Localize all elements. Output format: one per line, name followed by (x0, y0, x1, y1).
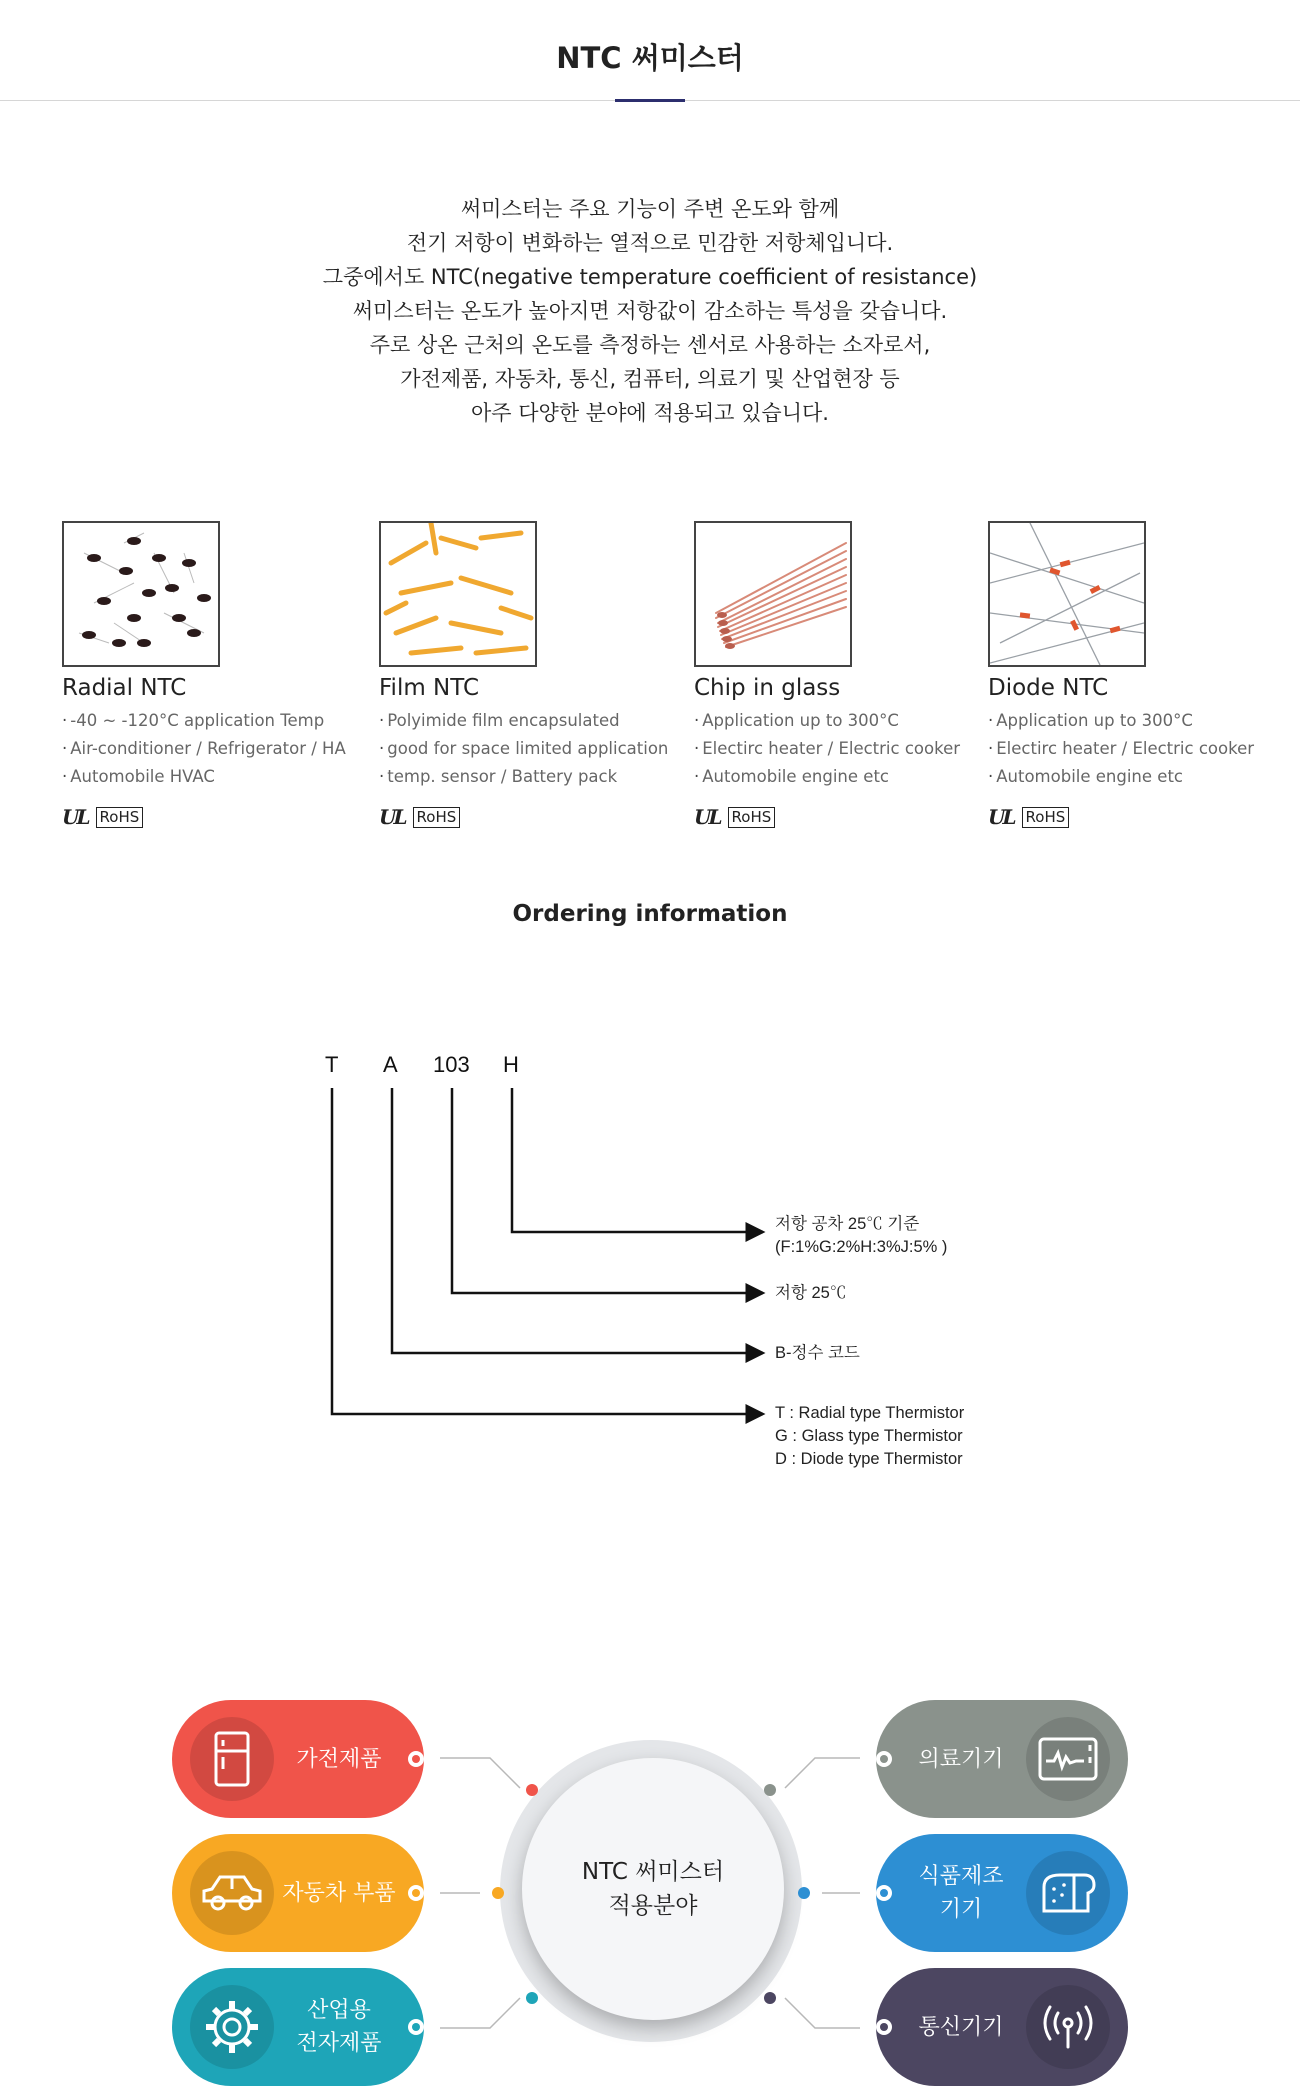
intro-line: 전기 저항이 변화하는 열적으로 민감한 저항체입니다. (406, 231, 894, 255)
app-label-line: 산업용 (307, 1998, 371, 2023)
ring-dot (798, 1887, 810, 1899)
app-food-manufacturing (876, 1834, 1128, 1952)
applications-section (0, 1660, 1300, 2100)
ring-dot (526, 1992, 538, 2004)
rohs-badge: RoHS (1022, 807, 1070, 828)
bread-icon (1026, 1851, 1110, 1935)
feature-item: · Application up to 300°C (694, 707, 994, 735)
app-label-line: 기기 (939, 1897, 983, 1922)
app-label (274, 1968, 404, 2086)
chip-in-glass-photo (694, 521, 852, 667)
feature-item: · Automobile engine etc (988, 763, 1288, 791)
intro-line: 써미스터는 주요 기능이 주변 온도와 함께 (460, 197, 840, 221)
title-underline (615, 99, 685, 102)
product-features (62, 707, 362, 791)
feature-item: · Automobile HVAC (62, 763, 362, 791)
center-subtitle: 적용분야 (608, 1893, 698, 1919)
feature-item: · Electirc heater / Electric cooker (988, 735, 1288, 763)
pill-connector-dot (408, 1751, 424, 1767)
antenna-icon (1026, 1985, 1110, 2069)
pill-connector-dot (408, 1885, 424, 1901)
product-name: Diode NTC (988, 675, 1109, 701)
app-label: 통신기기 (918, 2014, 1004, 2040)
ul-logo: UL (691, 805, 723, 829)
product-chip-in-glass (691, 521, 994, 829)
type-description (775, 1402, 964, 1471)
ordering-title: Ordering information (512, 901, 788, 927)
pill-connector-dot (876, 1885, 892, 1901)
page-header (0, 0, 1300, 101)
feature-item: · temp. sensor / Battery pack (379, 763, 679, 791)
film-ntc-photo (379, 521, 537, 667)
refrigerator-icon (190, 1717, 274, 1801)
app-label: 가전제품 (296, 1746, 382, 1772)
product-name: Radial NTC (62, 675, 187, 701)
ring-dot (764, 1992, 776, 2004)
app-label: 의료기기 (918, 1746, 1004, 1772)
code-resistance-digits: 103 (433, 1052, 470, 1077)
rohs-badge: RoHS (96, 807, 144, 828)
product-name: Film NTC (379, 675, 480, 701)
type-glass: G : Glass type Thermistor (775, 1427, 963, 1445)
intro-text (250, 192, 1050, 430)
pill-connector-dot (876, 2019, 892, 2035)
product-name: Chip in glass (694, 675, 841, 701)
ring-dot (492, 1887, 504, 1899)
rohs-badge: RoHS (728, 807, 776, 828)
diode-ntc-photo (988, 521, 1146, 667)
intro-line: 아주 다양한 분야에 적용되고 있습니다. (471, 401, 829, 425)
feature-item: · Air-conditioner / Refrigerator / HA (62, 735, 362, 763)
resistance-description: 저항 25℃ (775, 1284, 847, 1302)
feature-item: · Electirc heater / Electric cooker (694, 735, 994, 763)
pill-connector-dot (408, 2019, 424, 2035)
tolerance-description (775, 1213, 947, 1259)
product-diode-ntc (985, 521, 1288, 829)
ordering-code-diagram (0, 1040, 1300, 1480)
intro-line: 그중에서도 NTC(negative temperature coefficient of resistance) (322, 265, 978, 289)
product-radial-ntc (59, 521, 362, 829)
certifications (985, 805, 1288, 829)
product-features (379, 707, 679, 791)
product-features (694, 707, 994, 791)
product-features (988, 707, 1288, 791)
car-icon (190, 1851, 274, 1935)
app-communication-devices (876, 1968, 1128, 2086)
app-automotive-parts (172, 1834, 424, 1952)
feature-item: · -40 ~ -120°C application Temp (62, 707, 362, 735)
app-label: 자동차 부품 (282, 1880, 396, 1906)
feature-item: · Polyimide film encapsulated (379, 707, 679, 735)
tolerance-values: (F:1%G:2%H:3%J:5% ) (775, 1238, 948, 1256)
certifications (691, 805, 994, 829)
page-title: NTC 써미스터 (556, 41, 744, 75)
intro-line: 써미스터는 온도가 높아지면 저항값이 감소하는 특성을 갖습니다. (352, 299, 948, 323)
ring-dot (526, 1784, 538, 1796)
ul-logo: UL (59, 805, 91, 829)
feature-item: · Application up to 300°C (988, 707, 1288, 735)
radial-ntc-photo (62, 521, 220, 667)
rohs-badge: RoHS (413, 807, 461, 828)
app-label-line: 식품제조 (918, 1864, 1004, 1889)
bcode-description: B-정수 코드 (775, 1344, 860, 1362)
ordering-connector-lines (0, 1040, 1300, 1480)
product-film-ntc (376, 521, 679, 829)
code-bcode-letter: A (383, 1052, 398, 1077)
gear-icon (190, 1985, 274, 2069)
app-medical-devices (876, 1700, 1128, 1818)
app-industrial-electronics (172, 1968, 424, 2086)
app-label (896, 1834, 1026, 1952)
certifications (376, 805, 679, 829)
app-home-appliances (172, 1700, 424, 1818)
center-circle (522, 1758, 784, 2020)
ul-logo: UL (376, 805, 408, 829)
center-title: NTC 써미스터 (581, 1859, 725, 1885)
type-radial: T : Radial type Thermistor (775, 1404, 965, 1422)
feature-item: · good for space limited application (379, 735, 679, 763)
intro-line: 주로 상온 근처의 온도를 측정하는 센서로 사용하는 소자로서, (369, 333, 931, 357)
tolerance-label: 저항 공차 25℃ 기준 (775, 1215, 920, 1233)
ul-logo: UL (985, 805, 1017, 829)
app-label-line: 전자제품 (296, 2031, 382, 2056)
type-diode: D : Diode type Thermistor (775, 1450, 963, 1468)
certifications (59, 805, 362, 829)
intro-line: 가전제품, 자동차, 통신, 컴퓨터, 의료기 및 산업현장 등 (400, 367, 900, 391)
medical-monitor-icon (1026, 1717, 1110, 1801)
code-tolerance-letter: H (503, 1052, 519, 1077)
code-type-letter: T (325, 1052, 339, 1077)
feature-item: · Automobile engine etc (694, 763, 994, 791)
pill-connector-dot (876, 1751, 892, 1767)
ring-dot (764, 1784, 776, 1796)
